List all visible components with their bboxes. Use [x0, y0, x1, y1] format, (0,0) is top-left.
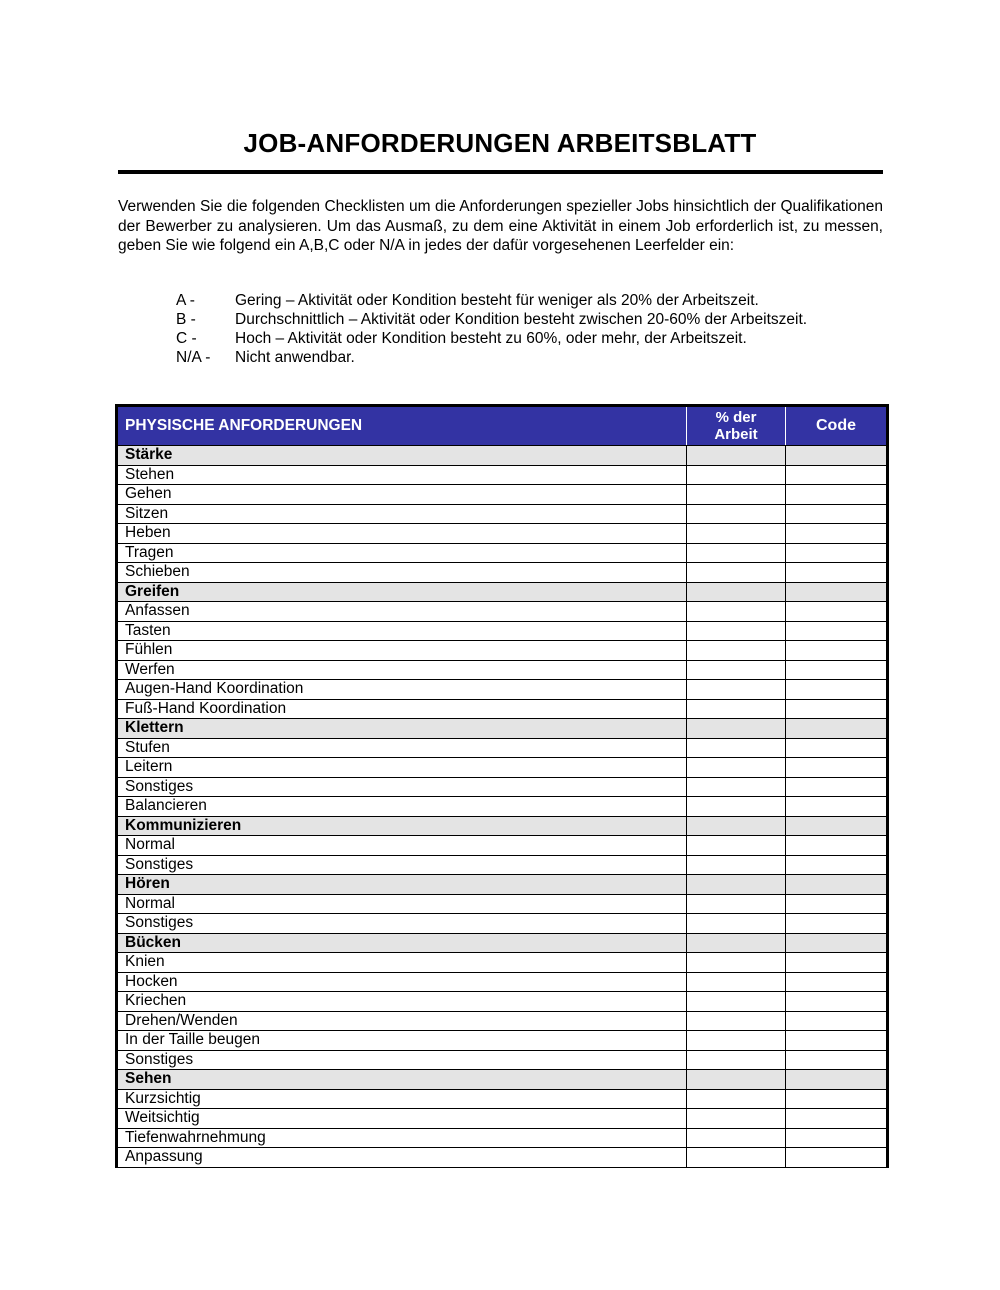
- percent-cell[interactable]: [687, 680, 786, 700]
- table-row: [117, 699, 888, 719]
- code-cell[interactable]: [786, 855, 888, 875]
- table-row: [117, 972, 888, 992]
- header-requirement: PHYSISCHE ANFORDERUNGEN: [117, 406, 687, 446]
- legend-item-a: [176, 291, 807, 310]
- section-row: [117, 719, 888, 739]
- code-cell[interactable]: [786, 972, 888, 992]
- section-label: Kommunizieren: [117, 816, 687, 836]
- percent-cell[interactable]: [687, 504, 786, 524]
- code-cell[interactable]: [786, 1011, 888, 1031]
- table-row: [117, 1031, 888, 1051]
- code-cell[interactable]: [786, 914, 888, 934]
- table-row: [117, 680, 888, 700]
- code-cell[interactable]: [786, 446, 888, 466]
- code-cell[interactable]: [786, 777, 888, 797]
- requirement-label: Anfassen: [117, 602, 687, 622]
- table-row: [117, 641, 888, 661]
- percent-cell[interactable]: [687, 719, 786, 739]
- legend-code: N/A -: [176, 349, 211, 366]
- table-row: [117, 855, 888, 875]
- section-row: [117, 816, 888, 836]
- code-cell[interactable]: [786, 621, 888, 641]
- requirement-label: Drehen/Wenden: [117, 1011, 687, 1031]
- code-cell[interactable]: [786, 1050, 888, 1070]
- table-row: [117, 1011, 888, 1031]
- requirement-label: Stehen: [117, 465, 687, 485]
- requirement-label: Knien: [117, 953, 687, 973]
- table-row: [117, 992, 888, 1012]
- legend-item-b: [176, 310, 807, 329]
- table-row: [117, 465, 888, 485]
- code-cell[interactable]: [786, 875, 888, 895]
- table-row: [117, 914, 888, 934]
- percent-cell[interactable]: [687, 875, 786, 895]
- requirement-label: Normal: [117, 836, 687, 856]
- code-cell[interactable]: [786, 465, 888, 485]
- requirement-label: Sonstiges: [117, 855, 687, 875]
- percent-cell[interactable]: [687, 699, 786, 719]
- section-label: Bücken: [117, 933, 687, 953]
- code-cell[interactable]: [786, 933, 888, 953]
- table-row: [117, 602, 888, 622]
- percent-cell[interactable]: [687, 1109, 786, 1129]
- requirement-label: Werfen: [117, 660, 687, 680]
- percent-cell[interactable]: [687, 563, 786, 583]
- code-cell[interactable]: [786, 1148, 888, 1168]
- table-row: [117, 621, 888, 641]
- requirements-body: [117, 446, 888, 1168]
- code-cell[interactable]: [786, 680, 888, 700]
- requirement-label: Heben: [117, 524, 687, 544]
- requirement-label: Kriechen: [117, 992, 687, 1012]
- requirement-label: Sonstiges: [117, 914, 687, 934]
- percent-cell[interactable]: [687, 992, 786, 1012]
- section-label: Greifen: [117, 582, 687, 602]
- code-cell[interactable]: [786, 992, 888, 1012]
- code-cell[interactable]: [786, 582, 888, 602]
- percent-cell[interactable]: [687, 797, 786, 817]
- legend-code: B -: [176, 311, 196, 328]
- code-cell[interactable]: [786, 699, 888, 719]
- requirement-label: Gehen: [117, 485, 687, 505]
- requirement-label: Anpassung: [117, 1148, 687, 1168]
- rating-legend: [176, 291, 807, 367]
- section-row: [117, 933, 888, 953]
- percent-cell[interactable]: [687, 602, 786, 622]
- table-row: [117, 953, 888, 973]
- legend-code: A -: [176, 292, 195, 309]
- code-cell[interactable]: [786, 738, 888, 758]
- requirement-label: Kurzsichtig: [117, 1089, 687, 1109]
- section-label: Hören: [117, 875, 687, 895]
- legend-text: Durchschnittlich – Aktivität oder Kondition besteht zwischen 20-60% der Arbeitszeit.: [235, 311, 808, 328]
- legend-text: Gering – Aktivität oder Kondition besteht für weniger als 20% der Arbeitszeit.: [235, 292, 759, 309]
- legend-text: Nicht anwendbar.: [235, 349, 355, 366]
- code-cell[interactable]: [786, 1128, 888, 1148]
- table-row: [117, 1148, 888, 1168]
- table-row: [117, 1128, 888, 1148]
- table-row: [117, 504, 888, 524]
- code-cell[interactable]: [786, 797, 888, 817]
- requirement-label: Sonstiges: [117, 777, 687, 797]
- percent-cell[interactable]: [687, 894, 786, 914]
- page-title: JOB-ANFORDERUNGEN ARBEITSBLATT: [243, 128, 757, 158]
- requirement-label: Stufen: [117, 738, 687, 758]
- table-row: [117, 660, 888, 680]
- percent-cell[interactable]: [687, 543, 786, 563]
- requirement-label: Sonstiges: [117, 1050, 687, 1070]
- code-cell[interactable]: [786, 504, 888, 524]
- percent-cell[interactable]: [687, 738, 786, 758]
- percent-cell[interactable]: [687, 582, 786, 602]
- table-row: [117, 524, 888, 544]
- code-cell[interactable]: [786, 758, 888, 778]
- header-percent-line1: % der: [715, 409, 757, 426]
- requirement-label: Tasten: [117, 621, 687, 641]
- code-cell[interactable]: [786, 719, 888, 739]
- percent-cell[interactable]: [687, 1070, 786, 1090]
- requirement-label: Hocken: [117, 972, 687, 992]
- code-cell[interactable]: [786, 563, 888, 583]
- code-cell[interactable]: [786, 524, 888, 544]
- percent-cell[interactable]: [687, 524, 786, 544]
- requirement-label: Sitzen: [117, 504, 687, 524]
- requirement-label: Tragen: [117, 543, 687, 563]
- table-row: [117, 777, 888, 797]
- percent-cell[interactable]: [687, 914, 786, 934]
- legend-item-c: [176, 329, 807, 348]
- percent-cell[interactable]: [687, 1050, 786, 1070]
- table-header-row: [117, 406, 888, 446]
- percent-cell[interactable]: [687, 816, 786, 836]
- percent-cell[interactable]: [687, 758, 786, 778]
- table-row: [117, 738, 888, 758]
- table-row: [117, 1050, 888, 1070]
- percent-cell[interactable]: [687, 660, 786, 680]
- percent-cell[interactable]: [687, 641, 786, 661]
- table-row: [117, 543, 888, 563]
- percent-cell[interactable]: [687, 1011, 786, 1031]
- percent-cell[interactable]: [687, 465, 786, 485]
- section-label: Stärke: [117, 446, 687, 466]
- percent-cell[interactable]: [687, 777, 786, 797]
- requirement-label: In der Taille beugen: [117, 1031, 687, 1051]
- table-row: [117, 797, 888, 817]
- percent-cell[interactable]: [687, 446, 786, 466]
- table-row: [117, 836, 888, 856]
- section-label: Klettern: [117, 719, 687, 739]
- legend-text: Hoch – Aktivität oder Kondition besteht zu 60%, oder mehr, der Arbeitszeit.: [235, 330, 747, 347]
- table-row: [117, 563, 888, 583]
- section-row: [117, 582, 888, 602]
- code-cell[interactable]: [786, 894, 888, 914]
- percent-cell[interactable]: [687, 836, 786, 856]
- section-row: [117, 446, 888, 466]
- requirement-label: Balancieren: [117, 797, 687, 817]
- requirement-label: Leitern: [117, 758, 687, 778]
- code-cell[interactable]: [786, 1031, 888, 1051]
- code-cell[interactable]: [786, 641, 888, 661]
- code-cell[interactable]: [786, 1109, 888, 1129]
- header-percent: [687, 406, 786, 446]
- requirement-label: Normal: [117, 894, 687, 914]
- percent-cell[interactable]: [687, 1031, 786, 1051]
- table-row: [117, 485, 888, 505]
- requirement-label: Fühlen: [117, 641, 687, 661]
- code-cell[interactable]: [786, 953, 888, 973]
- percent-cell[interactable]: [687, 855, 786, 875]
- title-divider: [118, 170, 883, 174]
- code-cell[interactable]: [786, 836, 888, 856]
- requirement-label: Schieben: [117, 563, 687, 583]
- section-label: Sehen: [117, 1070, 687, 1090]
- table-row: [117, 894, 888, 914]
- code-cell[interactable]: [786, 660, 888, 680]
- code-cell[interactable]: [786, 1070, 888, 1090]
- percent-cell[interactable]: [687, 621, 786, 641]
- section-row: [117, 875, 888, 895]
- percent-cell[interactable]: [687, 1089, 786, 1109]
- requirements-table: [115, 404, 889, 1168]
- header-code: Code: [786, 406, 888, 446]
- percent-cell[interactable]: [687, 1148, 786, 1168]
- section-row: [117, 1070, 888, 1090]
- intro-paragraph: Verwenden Sie die folgenden Checklisten um die Anforderungen spezieller Jobs hinsichtlich der Qualifikationen der Bewerber zu analysieren. Um das Ausmaß, zu dem eine Aktivität in einem Job erforderlich ist, zu messen, geben Sie wie folgend ein A,B,C oder N/A in jedes der dafür vorgesehenen Leerfelder ein:: [118, 198, 883, 254]
- percent-cell[interactable]: [687, 1128, 786, 1148]
- percent-cell[interactable]: [687, 953, 786, 973]
- percent-cell[interactable]: [687, 933, 786, 953]
- requirement-label: Augen-Hand Koordination: [117, 680, 687, 700]
- table-row: [117, 1089, 888, 1109]
- percent-cell[interactable]: [687, 972, 786, 992]
- code-cell[interactable]: [786, 816, 888, 836]
- requirement-label: Weitsichtig: [117, 1109, 687, 1129]
- requirement-label: Tiefenwahrnehmung: [117, 1128, 687, 1148]
- code-cell[interactable]: [786, 1089, 888, 1109]
- requirement-label: Fuß-Hand Koordination: [117, 699, 687, 719]
- code-cell[interactable]: [786, 543, 888, 563]
- legend-code: C -: [176, 330, 197, 347]
- code-cell[interactable]: [786, 485, 888, 505]
- table-row: [117, 758, 888, 778]
- header-percent-line2: Arbeit: [714, 426, 758, 443]
- legend-item-na: [176, 348, 807, 367]
- code-cell[interactable]: [786, 602, 888, 622]
- table-row: [117, 1109, 888, 1129]
- percent-cell[interactable]: [687, 485, 786, 505]
